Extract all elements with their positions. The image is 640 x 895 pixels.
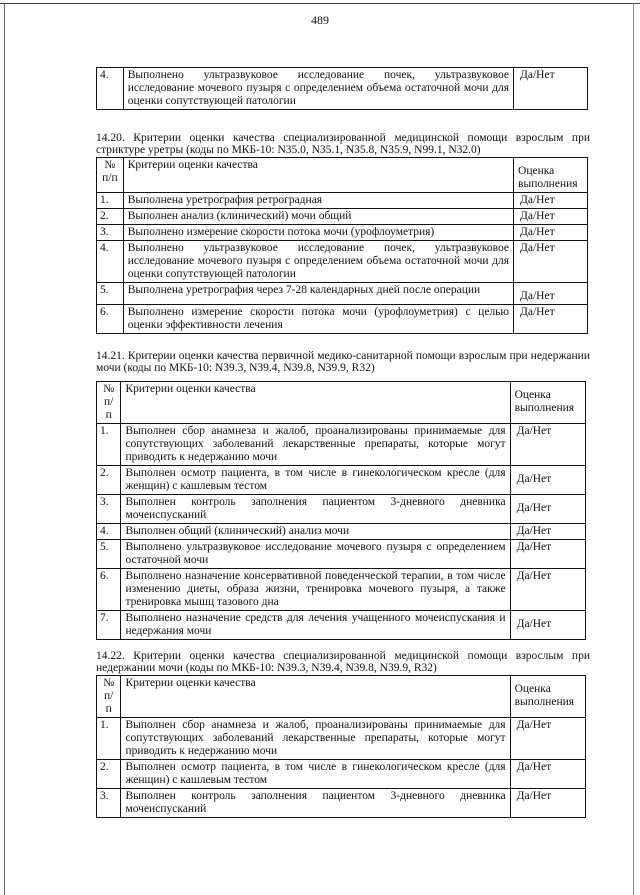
row-number: 2. [97,760,121,789]
row-mark: Да/Нет [510,760,585,789]
column-header-number: № п/п [97,158,124,193]
row-mark: Да/Нет [510,524,585,540]
row-mark: Да/Нет [514,305,588,334]
row-criterion: Выполнено ультразвуковое исследование почек, ультразвуковое исследование мочевого пузыря с определением объема остаточной мочи для оценки сопутствующей патологии [123,68,513,110]
row-mark: Да/Нет [510,540,585,569]
row-criterion: Выполнен сбор анамнеза и жалоб, проанализированы принимаемые для сопутствующих заболеваний лекарственные препараты, которые могут приводить к недержанию мочи [121,718,510,760]
table-row [97,569,586,611]
row-mark: Да/Нет [514,209,588,225]
table-row [97,241,588,283]
row-criterion: Выполнена уретрография ретроградная [123,193,513,209]
row-number: 1. [97,424,121,466]
row-number: 2. [97,466,121,495]
row-criterion: Выполнено измерение скорости потока мочи (урофлоуметрия) [123,225,513,241]
row-number: 2. [97,209,124,225]
table-row [97,305,588,334]
table-row [97,718,586,760]
table-row [97,68,588,110]
table-row [97,789,586,818]
table-row [97,524,586,540]
row-criterion: Выполнено ультразвуковое исследование почек, ультразвуковое исследование мочевого пузыря с определением объема остаточной мочи для оценки сопутствующей патологии [123,241,513,283]
scan-edge-right [633,3,634,895]
row-mark: Да/Нет [510,611,585,640]
section-heading-14-21: 14.21. Критерии оценки качества первичной медико-санитарной помощи взрослым при недержании мочи (коды по МКБ-10: N39.3, N39.4, N39.8, N39.9, R32) [96,350,590,374]
table-row [97,283,588,305]
table-continuation [96,67,588,110]
column-header-criteria: Критерии оценки качества [121,676,510,718]
row-criterion: Выполнен осмотр пациента, в том числе в гинекологическом кресле (для женщин) с кашлевым тестом [121,760,510,789]
row-criterion: Выполнен контроль заполнения пациентом 3-дневного дневника мочеиспусканий [121,495,510,524]
row-mark: Да/Нет [514,241,588,283]
row-criterion: Выполнена уретрография через 7-28 календарных дней после операции [123,283,513,305]
scan-edge-left [4,3,5,895]
row-number: 3. [97,789,121,818]
table-row [97,611,586,640]
column-header-number: № п/п [97,382,121,424]
table-row [97,760,586,789]
row-criterion: Выполнен общий (клинический) анализ мочи [121,524,510,540]
row-number: 4. [97,241,124,283]
row-number: 7. [97,611,121,640]
row-mark: Да/Нет [514,225,588,241]
row-mark: Да/Нет [514,68,588,110]
row-number: 5. [97,540,121,569]
row-number: 6. [97,569,121,611]
row-number: 1. [97,193,124,209]
page-number: 489 [311,13,329,27]
row-criterion: Выполнен осмотр пациента, в том числе в гинекологическом кресле (для женщин) с кашлевым тестом [121,466,510,495]
row-criterion: Выполнен анализ (клинический) мочи общий [123,209,513,225]
row-mark: Да/Нет [510,718,585,760]
table-row [97,424,586,466]
table-header-row [97,676,586,718]
column-header-number: № п/п [97,676,121,718]
row-number: 3. [97,225,124,241]
table-row [97,209,588,225]
row-number: 3. [97,495,121,524]
table-header-row [97,158,588,193]
row-number: 4. [97,68,124,110]
column-header-criteria: Критерии оценки качества [121,382,510,424]
section-heading-14-22: 14.22. Критерии оценки качества специализированной медицинской помощи взрослым при недержании мочи (коды по МКБ-10: N39.3, N39.4, N39.8, N39.9, R32) [96,650,590,674]
column-header-mark: Оценка выполнения [510,676,585,718]
row-mark: Да/Нет [510,789,585,818]
table-14-20 [96,157,588,334]
table-row [97,225,588,241]
scan-edge-top [0,3,640,4]
table-row [97,540,586,569]
row-criterion: Выполнен контроль заполнения пациентом 3-дневного дневника мочеиспусканий [121,789,510,818]
column-header-mark: Оценка выполнения [514,158,588,193]
row-number: 6. [97,305,124,334]
row-mark: Да/Нет [514,283,588,305]
table-row [97,495,586,524]
row-mark: Да/Нет [510,466,585,495]
row-criterion: Выполнено ультразвуковое исследование мочевого пузыря с определением остаточной мочи [121,540,510,569]
row-mark: Да/Нет [514,193,588,209]
table-row [97,466,586,495]
row-number: 1. [97,718,121,760]
row-number: 5. [97,283,124,305]
column-header-mark: Оценка выполнения [510,382,585,424]
table-row [97,193,588,209]
column-header-criteria: Критерии оценки качества [123,158,513,193]
row-criterion: Выполнено назначение средств для лечения учащенного мочеиспускания и недержания мочи [121,611,510,640]
row-criterion: Выполнено измерение скорости потока мочи (урофлоуметрия) с целью оценки эффективности лечения [123,305,513,334]
table-14-21 [96,381,586,640]
row-criterion: Выполнен сбор анамнеза и жалоб, проанализированы принимаемые для сопутствующих заболеваний лекарственные препараты, которые могут приводить к недержанию мочи [121,424,510,466]
row-criterion: Выполнено назначение консервативной поведенческой терапии, в том числе изменению диеты, образа жизни, тренировка мочевого пузыря, а также тренировка мышц тазового дна [121,569,510,611]
row-number: 4. [97,524,121,540]
table-header-row [97,382,586,424]
row-mark: Да/Нет [510,495,585,524]
table-14-22 [96,675,586,818]
row-mark: Да/Нет [510,569,585,611]
row-mark: Да/Нет [510,424,585,466]
section-heading-14-20: 14.20. Критерии оценки качества специализированной медицинской помощи взрослым при стриктуре уретры (коды по МКБ-10: N35.0, N35.1, N35.8, N35.9, N99.1, N32.0) [96,132,590,156]
